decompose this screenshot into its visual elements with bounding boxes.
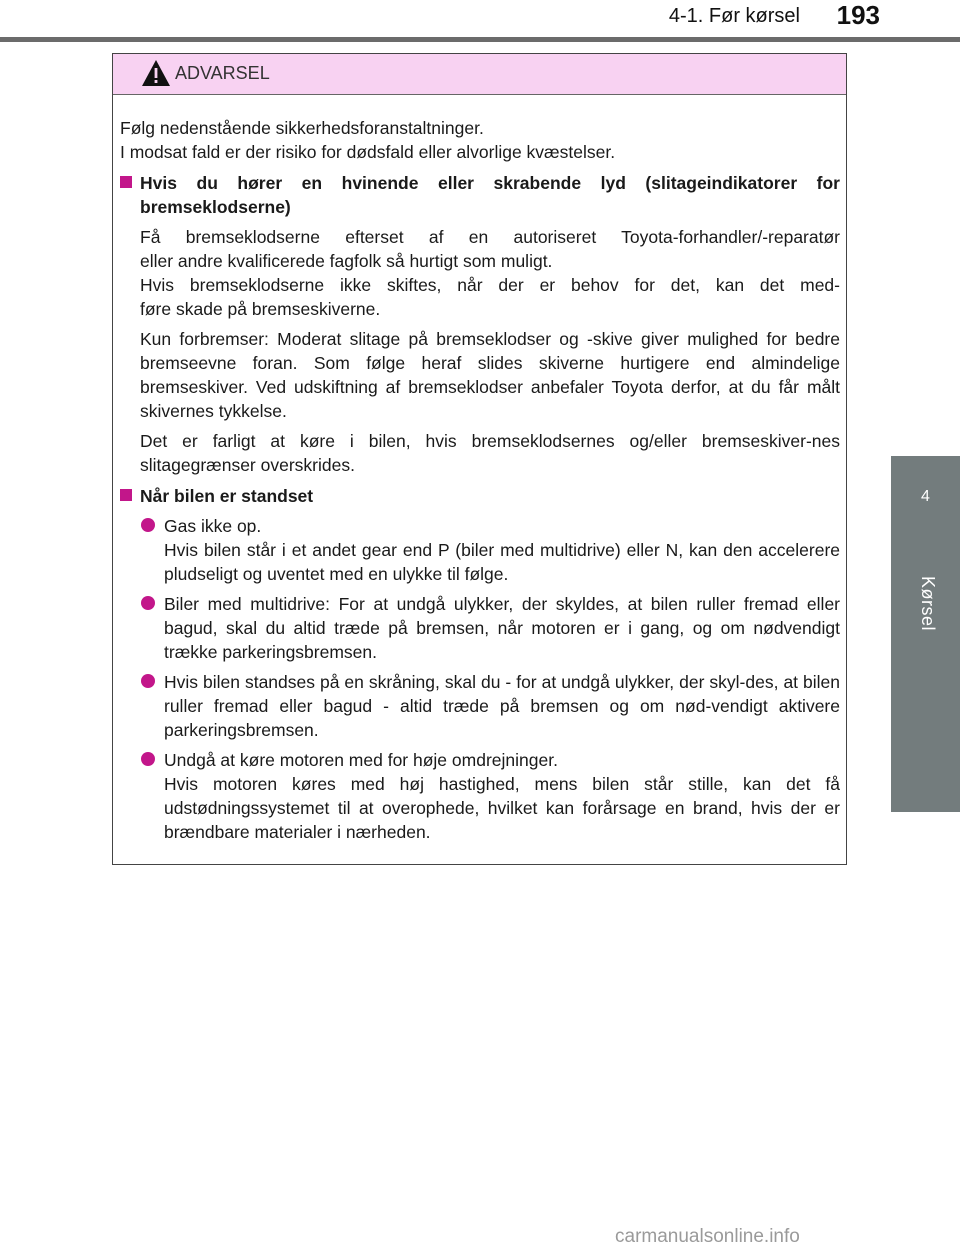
intro-line: I modsat fald er der risiko for dødsfald eller alvorlige kvæstelser.	[120, 142, 616, 162]
text-line: Undgå at køre motoren med for høje omdrejninger.	[164, 750, 558, 770]
round-bullet	[141, 752, 155, 766]
header-rule	[0, 37, 960, 42]
warning-header	[113, 54, 846, 95]
text-line: eller andre kvalificerede fagfolk så hurtigt som muligt.	[140, 251, 553, 271]
warning-label: ADVARSEL	[175, 63, 270, 83]
warning-item-vehicle-stopped	[120, 484, 840, 844]
text-line: Hvis motoren køres med høj hastighed, mens bilen står stille, kan det få udstødningssystemet til at overophede, hvilket kan forårsage en brand, hvis der er brændbare materialer i nærheden.	[164, 774, 840, 842]
intro-text	[120, 116, 840, 164]
section-title: 4-1. Før kørsel	[668, 5, 800, 27]
bullet-item	[140, 748, 840, 844]
warning-item-brake-pads	[120, 171, 840, 477]
round-bullet	[141, 674, 155, 688]
bullet-item	[140, 670, 840, 742]
bullet-text	[164, 748, 840, 844]
text-line: Gas ikke op.	[164, 516, 262, 536]
chapter-title: Kørsel	[918, 576, 938, 632]
warning-triangle-icon	[141, 59, 171, 87]
item-paragraph: Det er farligt at køre i bilen, hvis bremseklodsernes og/eller bremseskiver-nes slitagegrænser overskrides.	[140, 431, 840, 475]
bullet-text: Biler med multidrive: For at undgå ulykker, der skyldes, at bilen ruller fremad eller bagud, skal du altid træde på bremsen, når motoren er i gang, og om nødvendigt trække parkeringsbremsen.	[164, 594, 840, 662]
warning-box	[112, 53, 847, 865]
text-line: Hvis bremseklodserne ikke skiftes, når der er behov for det, kan det med-	[140, 275, 840, 295]
text-line: føre skade på bremseskiverne.	[140, 299, 381, 319]
item-paragraph	[140, 225, 840, 321]
square-bullet	[120, 489, 132, 501]
bullet-text: Hvis bilen standses på en skråning, skal du - for at undgå ulykker, der skyl-des, at bilen ruller fremad eller bagud - altid træde på bremsen og om nød-vendigt aktivere parkeringsbremsen.	[164, 672, 840, 740]
watermark-text: carmanualsonline.info	[615, 1226, 800, 1247]
text-line: Få bremseklodserne efterset af en autoriseret Toyota-forhandler/-reparatør	[140, 227, 840, 247]
bullet-item	[140, 592, 840, 664]
chapter-number: 4	[921, 488, 930, 505]
chapter-tab	[891, 456, 960, 812]
bullet-text	[164, 514, 840, 586]
intro-line: Følg nedenstående sikkerhedsforanstaltninger.	[120, 118, 484, 138]
item-paragraph: Kun forbremser: Moderat slitage på bremseklodser og -skive giver mulighed for bedre bremseevne foran. Som følge heraf slides skiverne hurtigere end almindelige bremseskiver. Ved udskiftning af bremseklodser anbefaler Toyota derfor, at du får målt skivernes tykkelse.	[140, 329, 840, 421]
warning-content	[120, 116, 840, 844]
square-bullet	[120, 176, 132, 188]
round-bullet	[141, 596, 155, 610]
page-header	[0, 0, 960, 38]
text-line: Hvis bilen står i et andet gear end P (biler med multidrive) eller N, kan den accelerere pludseligt og uventet med en ulykke til følge.	[164, 540, 840, 584]
page-number: 193	[836, 0, 880, 30]
item-heading: Hvis du hører en hvinende eller skrabende lyd (slitageindikatorer for bremseklodserne)	[140, 173, 840, 217]
item-heading: Når bilen er standset	[140, 486, 314, 506]
bullet-item	[140, 514, 840, 586]
round-bullet	[141, 518, 155, 532]
